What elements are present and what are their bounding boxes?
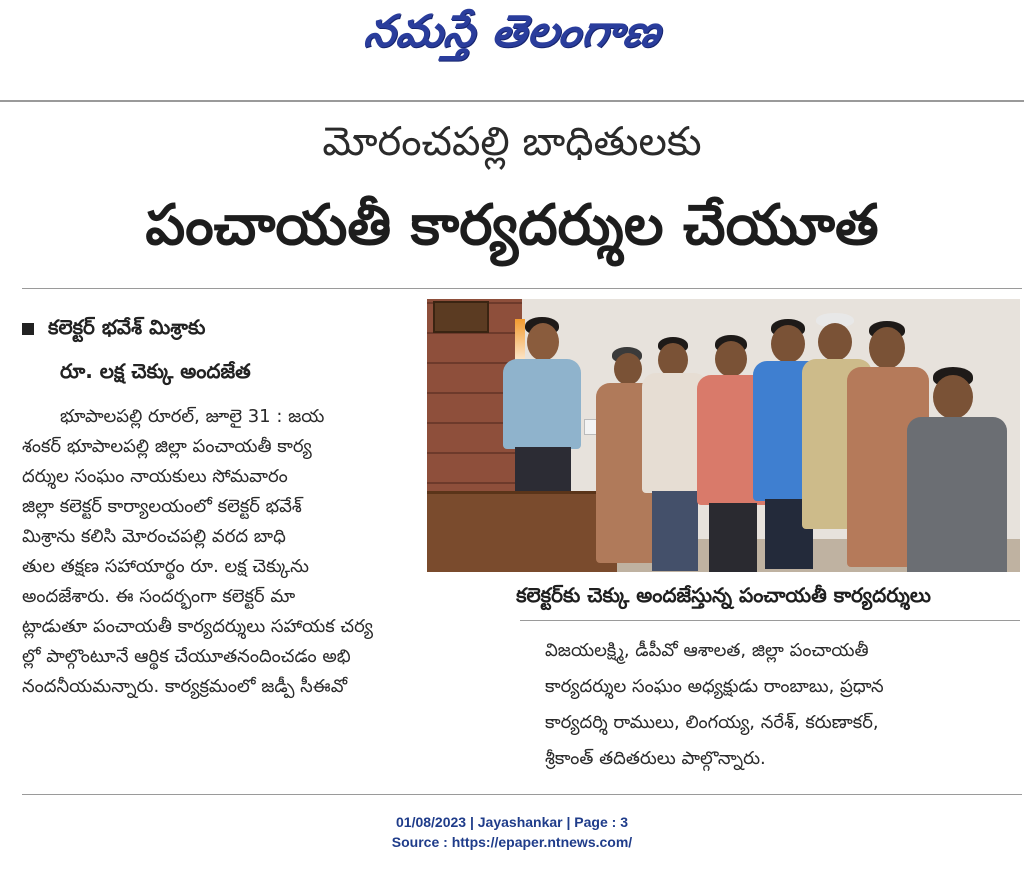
- masthead-divider: [0, 100, 1024, 102]
- footer-date-edition: 01/08/2023 | Jayashankar | Page : 3: [396, 814, 628, 830]
- body-line: మిశ్రాను కలిసి మోరంచపల్లి వరద బాధి: [22, 526, 286, 547]
- body-line: శంకర్ భూపాలపల్లి జిల్లా పంచాయతీ కార్య: [22, 436, 312, 457]
- headline-line-2: పంచాయతీ కార్యదర్శుల చేయూత: [145, 193, 879, 258]
- bullet-square-icon: [22, 323, 34, 335]
- news-photo: [427, 299, 1020, 572]
- body-line: భూపాలపల్లి రూరల్, జూలై 31 : జయ: [60, 406, 325, 427]
- headline-line-1: మోరంచపల్లి బాధితులకు: [322, 119, 702, 165]
- body-line: కార్యదర్శుల సంఘం అధ్యక్షుడు రాంబాబు, ప్రధాన: [545, 676, 884, 697]
- body-line: తుల తక్షణ సహాయార్థం రూ. లక్ష చెక్కును: [22, 556, 309, 577]
- body-line: విజయలక్ష్మి, డీపీవో ఆశాలత, జిల్లా పంచాయతీ: [545, 640, 869, 661]
- subhead-1: [22, 312, 205, 342]
- masthead-title: నమస్తే తెలంగాణ: [361, 6, 665, 57]
- footer-source: Source : https://epaper.ntnews.com/: [391, 834, 633, 850]
- body-line: ట్లాడుతూ పంచాయతీ కార్యదర్శులు సహాయక చర్య: [22, 616, 374, 637]
- newspaper-masthead: [0, 0, 1024, 70]
- subhead-2: రూ. లక్ష చెక్కు అందజేత: [60, 359, 251, 383]
- headline-divider: [22, 288, 1022, 289]
- subhead-1-text: కలెక్టర్ భవేశ్ మిశ్రాకు: [48, 315, 206, 339]
- body-line: అందజేశారు. ఈ సందర్భంగా కలెక్టర్ మా: [22, 586, 296, 607]
- footer-divider: [22, 794, 1022, 795]
- desk: [427, 494, 617, 572]
- caption-divider: [520, 620, 1020, 621]
- body-line: దర్శుల సంఘం నాయకులు సోమవారం: [22, 466, 288, 487]
- body-line: కార్యదర్శి రాములు, లింగయ్య, నరేశ్, కరుణాకర్,: [545, 712, 879, 733]
- body-line: ల్లో పాల్గొంటూనే ఆర్థిక చేయూతనందించడం అభి: [22, 646, 351, 667]
- body-line: నందనీయమన్నారు. కార్యక్రమంలో జడ్పీ సీఈవో: [22, 676, 348, 697]
- body-line: శ్రీకాంత్ తదితరులు పాల్గొన్నారు.: [545, 748, 766, 769]
- wall-frame: [433, 301, 489, 333]
- body-line: జిల్లా కలెక్టర్ కార్యాలయంలో కలెక్టర్ భవేశ్: [22, 496, 302, 517]
- photo-caption: కలెక్టర్‌కు చెక్కు అందజేస్తున్న పంచాయతీ కార్యదర్శులు: [516, 583, 931, 607]
